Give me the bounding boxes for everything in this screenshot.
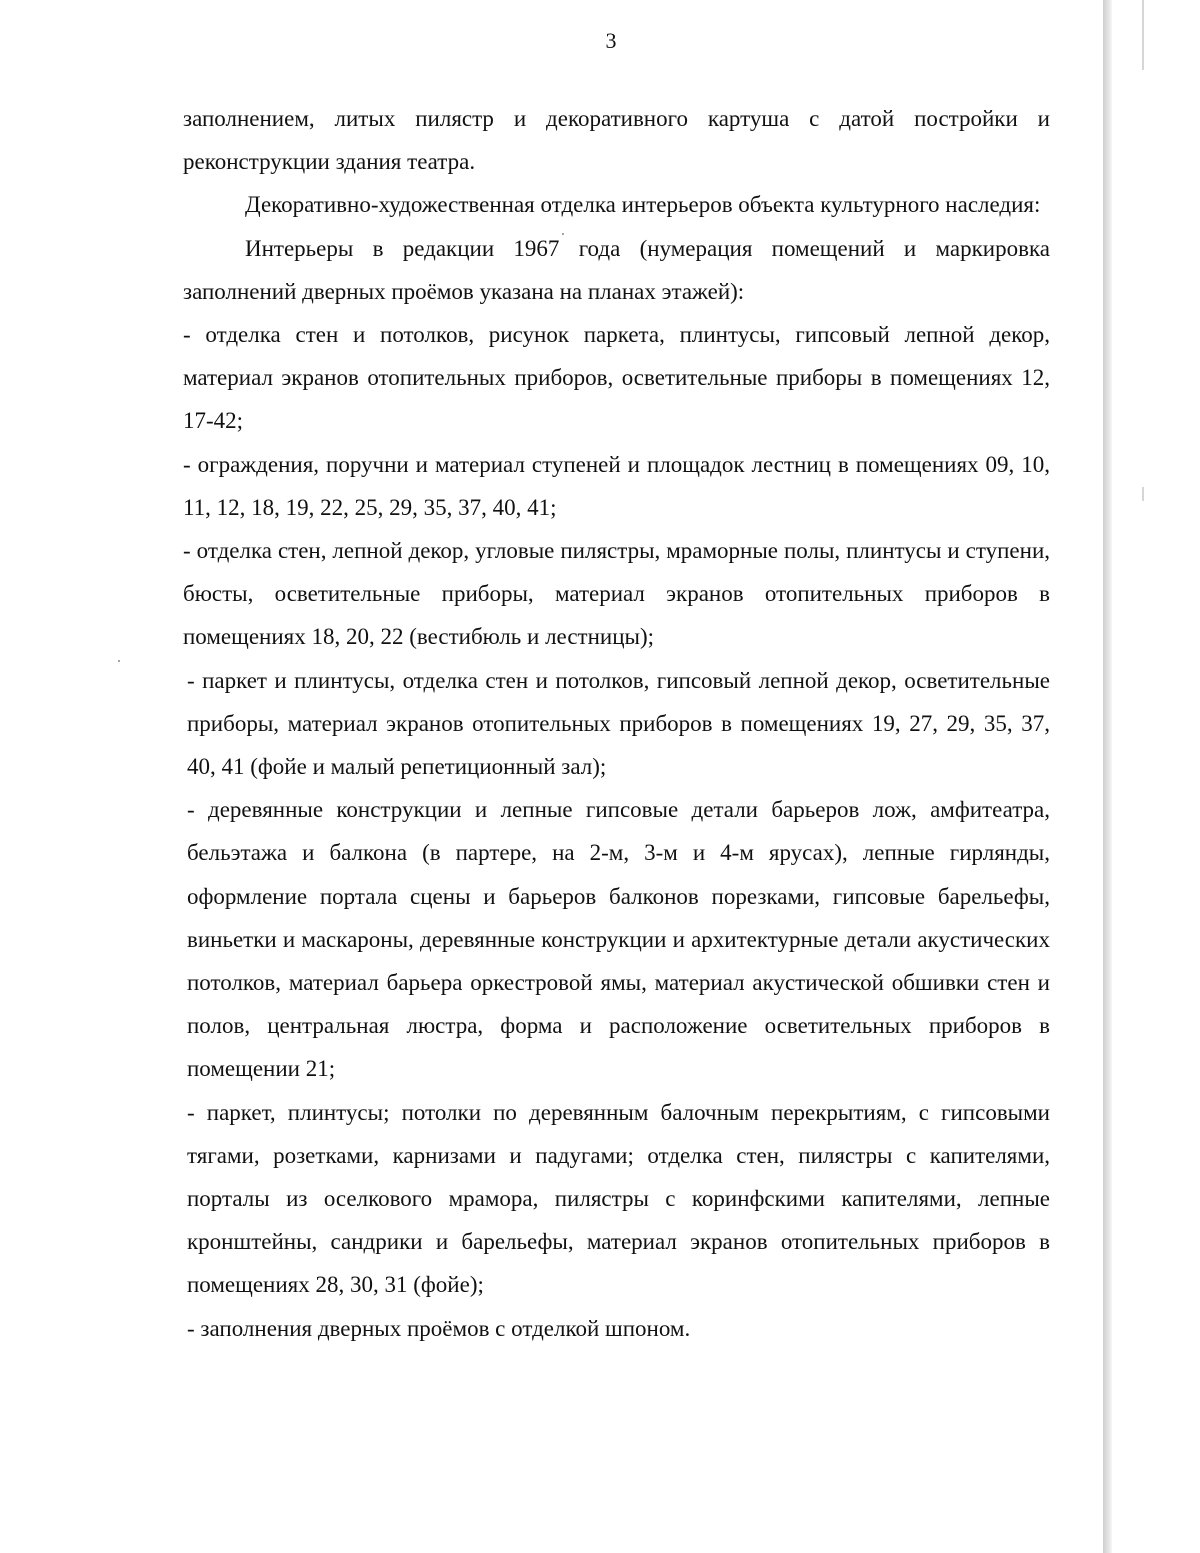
scan-edge-shadow bbox=[1103, 0, 1112, 1553]
list-item: - отделка стен, лепной декор, угловые пилястры, мраморные полы, плинтусы и ступени, бюсты, осветительные приборы, материал экранов отопительных приборов в помещениях 18, 20, 22 (вестибюль и лестницы); bbox=[183, 538, 1050, 650]
document-body bbox=[183, 97, 1050, 1350]
page-number: 3 bbox=[605, 28, 617, 53]
list-item: - ограждения, поручни и материал ступеней и площадок лестниц в помещениях 09, 10, 11, 12, 18, 19, 22, 25, 29, 35, 37, 40, 41; bbox=[183, 451, 1050, 520]
scan-speck bbox=[118, 660, 120, 662]
list-item: - отделка стен и потолков, рисунок паркета, плинтусы, гипсовый лепной декор, материал экранов отопительных приборов, осветительные приборы в помещениях 12, 17-42; bbox=[183, 322, 1050, 434]
scan-mark bbox=[1142, 487, 1144, 501]
paragraph-interiors-intro: Интерьеры в редакции 1967 года (нумерация помещений и маркировка заполнений дверных проёмов указана на планах этажей): bbox=[183, 235, 1050, 304]
paragraph-continuation: заполнением, литых пилястр и декоративного картуша с датой постройки и реконструкции здания театра. bbox=[183, 106, 1050, 175]
list-item: - заполнения дверных проёмов с отделкой шпоном. bbox=[187, 1315, 691, 1341]
list-item: - паркет, плинтусы; потолки по деревянным балочным перекрытиям, с гипсовыми тягами, розетками, карнизами и падугами; отделка стен, пилястры с капителями, порталы из оселкового мрамора, пилястры с коринфскими капителями, лепные кронштейны, сандрики и барельефы, материал экранов отопительных приборов в помещениях 28, 30, 31 (фойе); bbox=[187, 1099, 1050, 1298]
list-item: - паркет и плинтусы, отделка стен и потолков, гипсовый лепной декор, осветительные приборы, материал экранов отопительных приборов в помещениях 19, 27, 29, 35, 37, 40, 41 (фойе и малый репетиционный зал); bbox=[187, 667, 1050, 780]
paragraph-section-heading: Декоративно-художественная отделка интерьеров объекта культурного наследия: bbox=[245, 192, 1041, 218]
list-item: - деревянные конструкции и лепные гипсовые детали барьеров лож, амфитеатра, бельэтажа и балкона (в партере, на 2-м, 3-м и 4-м ярусах), лепные гирлянды, оформление портала сцены и барьеров балконов порезками, гипсовые барельефы, виньетки и маскароны, деревянные конструкции и архитектурные детали акустических потолков, материал барьера оркестровой ямы, материал акустической обшивки стен и полов, центральная люстра, форма и расположение осветительных приборов в помещении 21; bbox=[187, 797, 1050, 1082]
